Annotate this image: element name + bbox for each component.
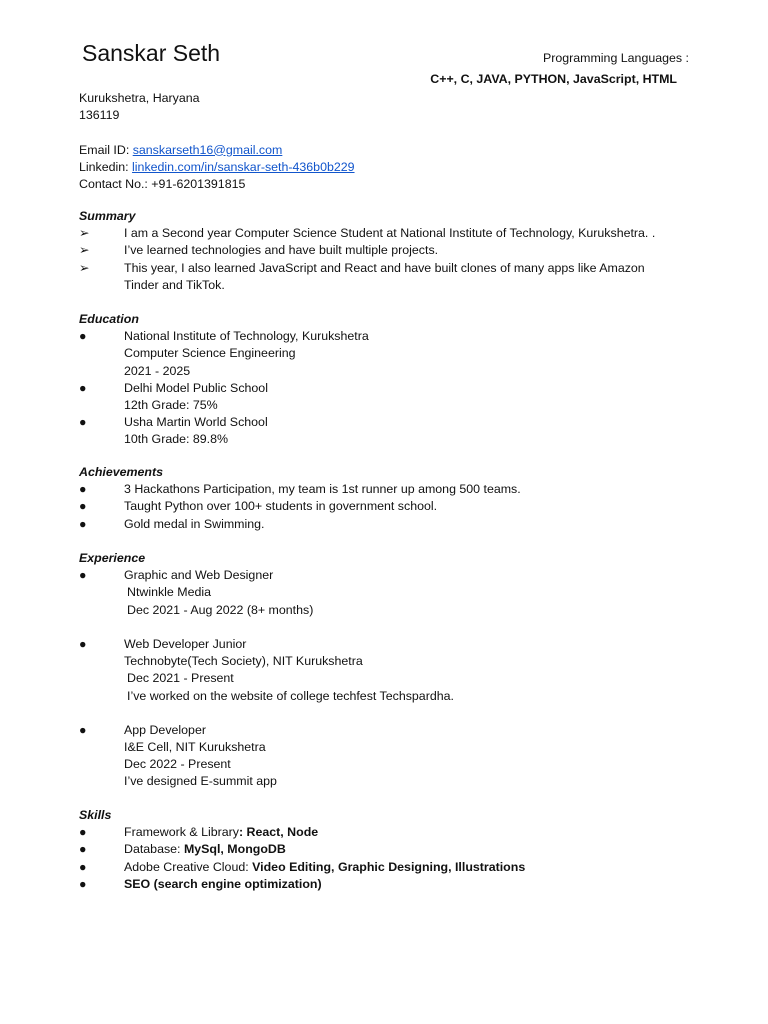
education-detail: Computer Science Engineering <box>124 346 296 361</box>
skill-value: MySql, MongoDB <box>183 842 286 857</box>
experience-detail: Dec 2021 - Present <box>127 671 234 686</box>
bullet-icon: ● <box>79 380 87 395</box>
skill-label: Adobe Creative Cloud: <box>124 859 253 874</box>
experience-section <box>79 550 454 791</box>
education-item <box>79 380 296 397</box>
education-item <box>79 328 369 345</box>
experience-detail: I’ve worked on the website of college techfest Techspardha. <box>127 688 454 703</box>
achievement-item <box>79 498 438 515</box>
bullet-icon: ● <box>79 482 87 497</box>
arrow-bullet-icon: ➢ <box>79 226 90 241</box>
achievement-text: 3 Hackathons Participation, my team is 1st runner up among 500 teams. <box>124 482 521 497</box>
programming-languages-value: C++, C, JAVA, PYTHON, JavaScript, HTML <box>430 72 677 86</box>
experience-detail: Technobyte(Tech Society), NIT Kurukshetra <box>124 654 363 669</box>
skill-label: Framework & Library <box>124 825 239 840</box>
achievement-item <box>79 481 521 498</box>
email-link[interactable]: sanskarseth16@gmail.com <box>132 142 283 157</box>
summary-item <box>79 225 656 242</box>
summary-item <box>79 242 439 259</box>
education-school: National Institute of Technology, Kurukshetra <box>124 329 369 344</box>
skill-text <box>124 859 525 876</box>
skill-value: : React, Node <box>238 825 319 840</box>
experience-detail: I&E Cell, NIT Kurukshetra <box>124 740 266 755</box>
linkedin-label: Linkedin: <box>79 159 133 174</box>
address-line-2: 136119 <box>79 108 120 123</box>
summary-section <box>79 208 656 294</box>
bullet-icon: ● <box>79 876 87 891</box>
skill-label: Database: <box>124 842 184 857</box>
education-section <box>79 311 369 449</box>
education-detail: 2021 - 2025 <box>124 363 191 378</box>
bullet-icon: ● <box>79 842 87 857</box>
experience-detail: Dec 2021 - Aug 2022 (8+ months) <box>127 602 314 617</box>
address-line-1: Kurukshetra, Haryana <box>79 91 200 105</box>
summary-heading: Summary <box>79 209 136 223</box>
linkedin-link[interactable]: linkedin.com/in/sanskar-seth-436b0b229 <box>132 159 355 174</box>
skills-section <box>79 807 526 893</box>
experience-item <box>79 722 454 739</box>
summary-item-text: I am a Second year Computer Science Student at National Institute of Technology, Kurukshetra. . <box>124 226 656 241</box>
achievements-heading: Achievements <box>79 465 164 479</box>
summary-item <box>79 260 645 277</box>
contact-number: Contact No.: +91-6201391815 <box>79 176 246 191</box>
bullet-icon: ● <box>79 329 87 344</box>
bullet-icon: ● <box>79 722 87 737</box>
bullet-icon: ● <box>79 516 87 531</box>
experience-detail: Ntwinkle Media <box>127 585 212 600</box>
skill-item <box>79 876 322 893</box>
experience-item <box>79 567 454 584</box>
arrow-bullet-icon: ➢ <box>79 260 90 275</box>
skill-value: SEO (search engine optimization) <box>124 876 322 891</box>
summary-item-text: This year, I also learned JavaScript and React and have built clones of many apps like Amazon <box>124 260 645 275</box>
skill-item <box>79 841 286 858</box>
bullet-icon: ● <box>79 415 87 430</box>
experience-role: Web Developer Junior <box>124 636 247 651</box>
education-detail: 12th Grade: 75% <box>124 397 218 412</box>
email-label: Email ID: <box>79 142 133 157</box>
education-school: Delhi Model Public School <box>124 380 268 395</box>
education-heading: Education <box>79 312 139 326</box>
bullet-icon: ● <box>79 568 87 583</box>
experience-detail: I’ve designed E-summit app <box>124 774 277 789</box>
contact-block <box>79 90 355 193</box>
achievement-text: Gold medal in Swimming. <box>124 516 265 531</box>
linkedin-row <box>79 159 355 176</box>
achievement-item <box>79 516 265 533</box>
experience-role: Graphic and Web Designer <box>124 568 274 583</box>
experience-heading: Experience <box>79 551 146 565</box>
skills-heading: Skills <box>79 808 112 822</box>
bullet-icon: ● <box>79 636 87 651</box>
programming-languages-label: Programming Languages : <box>542 51 689 65</box>
bullet-icon: ● <box>79 859 87 874</box>
experience-detail: Dec 2022 - Present <box>124 757 231 772</box>
skill-item <box>79 824 319 841</box>
experience-role: App Developer <box>124 722 206 737</box>
achievements-section <box>79 464 521 533</box>
education-school: Usha Martin World School <box>124 415 268 430</box>
skill-text <box>124 841 286 858</box>
summary-item-text: I’ve learned technologies and have built multiple projects. <box>124 243 439 258</box>
bullet-icon: ● <box>79 825 87 840</box>
skill-item <box>79 859 526 876</box>
email-row <box>79 142 355 159</box>
education-detail: 10th Grade: 89.8% <box>124 432 229 447</box>
summary-item-continuation: Tinder and TikTok. <box>124 277 225 292</box>
achievement-text: Taught Python over 100+ students in government school. <box>124 499 438 514</box>
skill-value: Video Editing, Graphic Designing, Illustrations <box>252 859 526 874</box>
skill-text <box>124 876 322 893</box>
education-item <box>79 414 296 431</box>
skill-text <box>124 824 318 841</box>
bullet-icon: ● <box>79 499 87 514</box>
candidate-name: Sanskar Seth <box>82 40 221 66</box>
arrow-bullet-icon: ➢ <box>79 243 90 258</box>
experience-item <box>79 636 454 653</box>
